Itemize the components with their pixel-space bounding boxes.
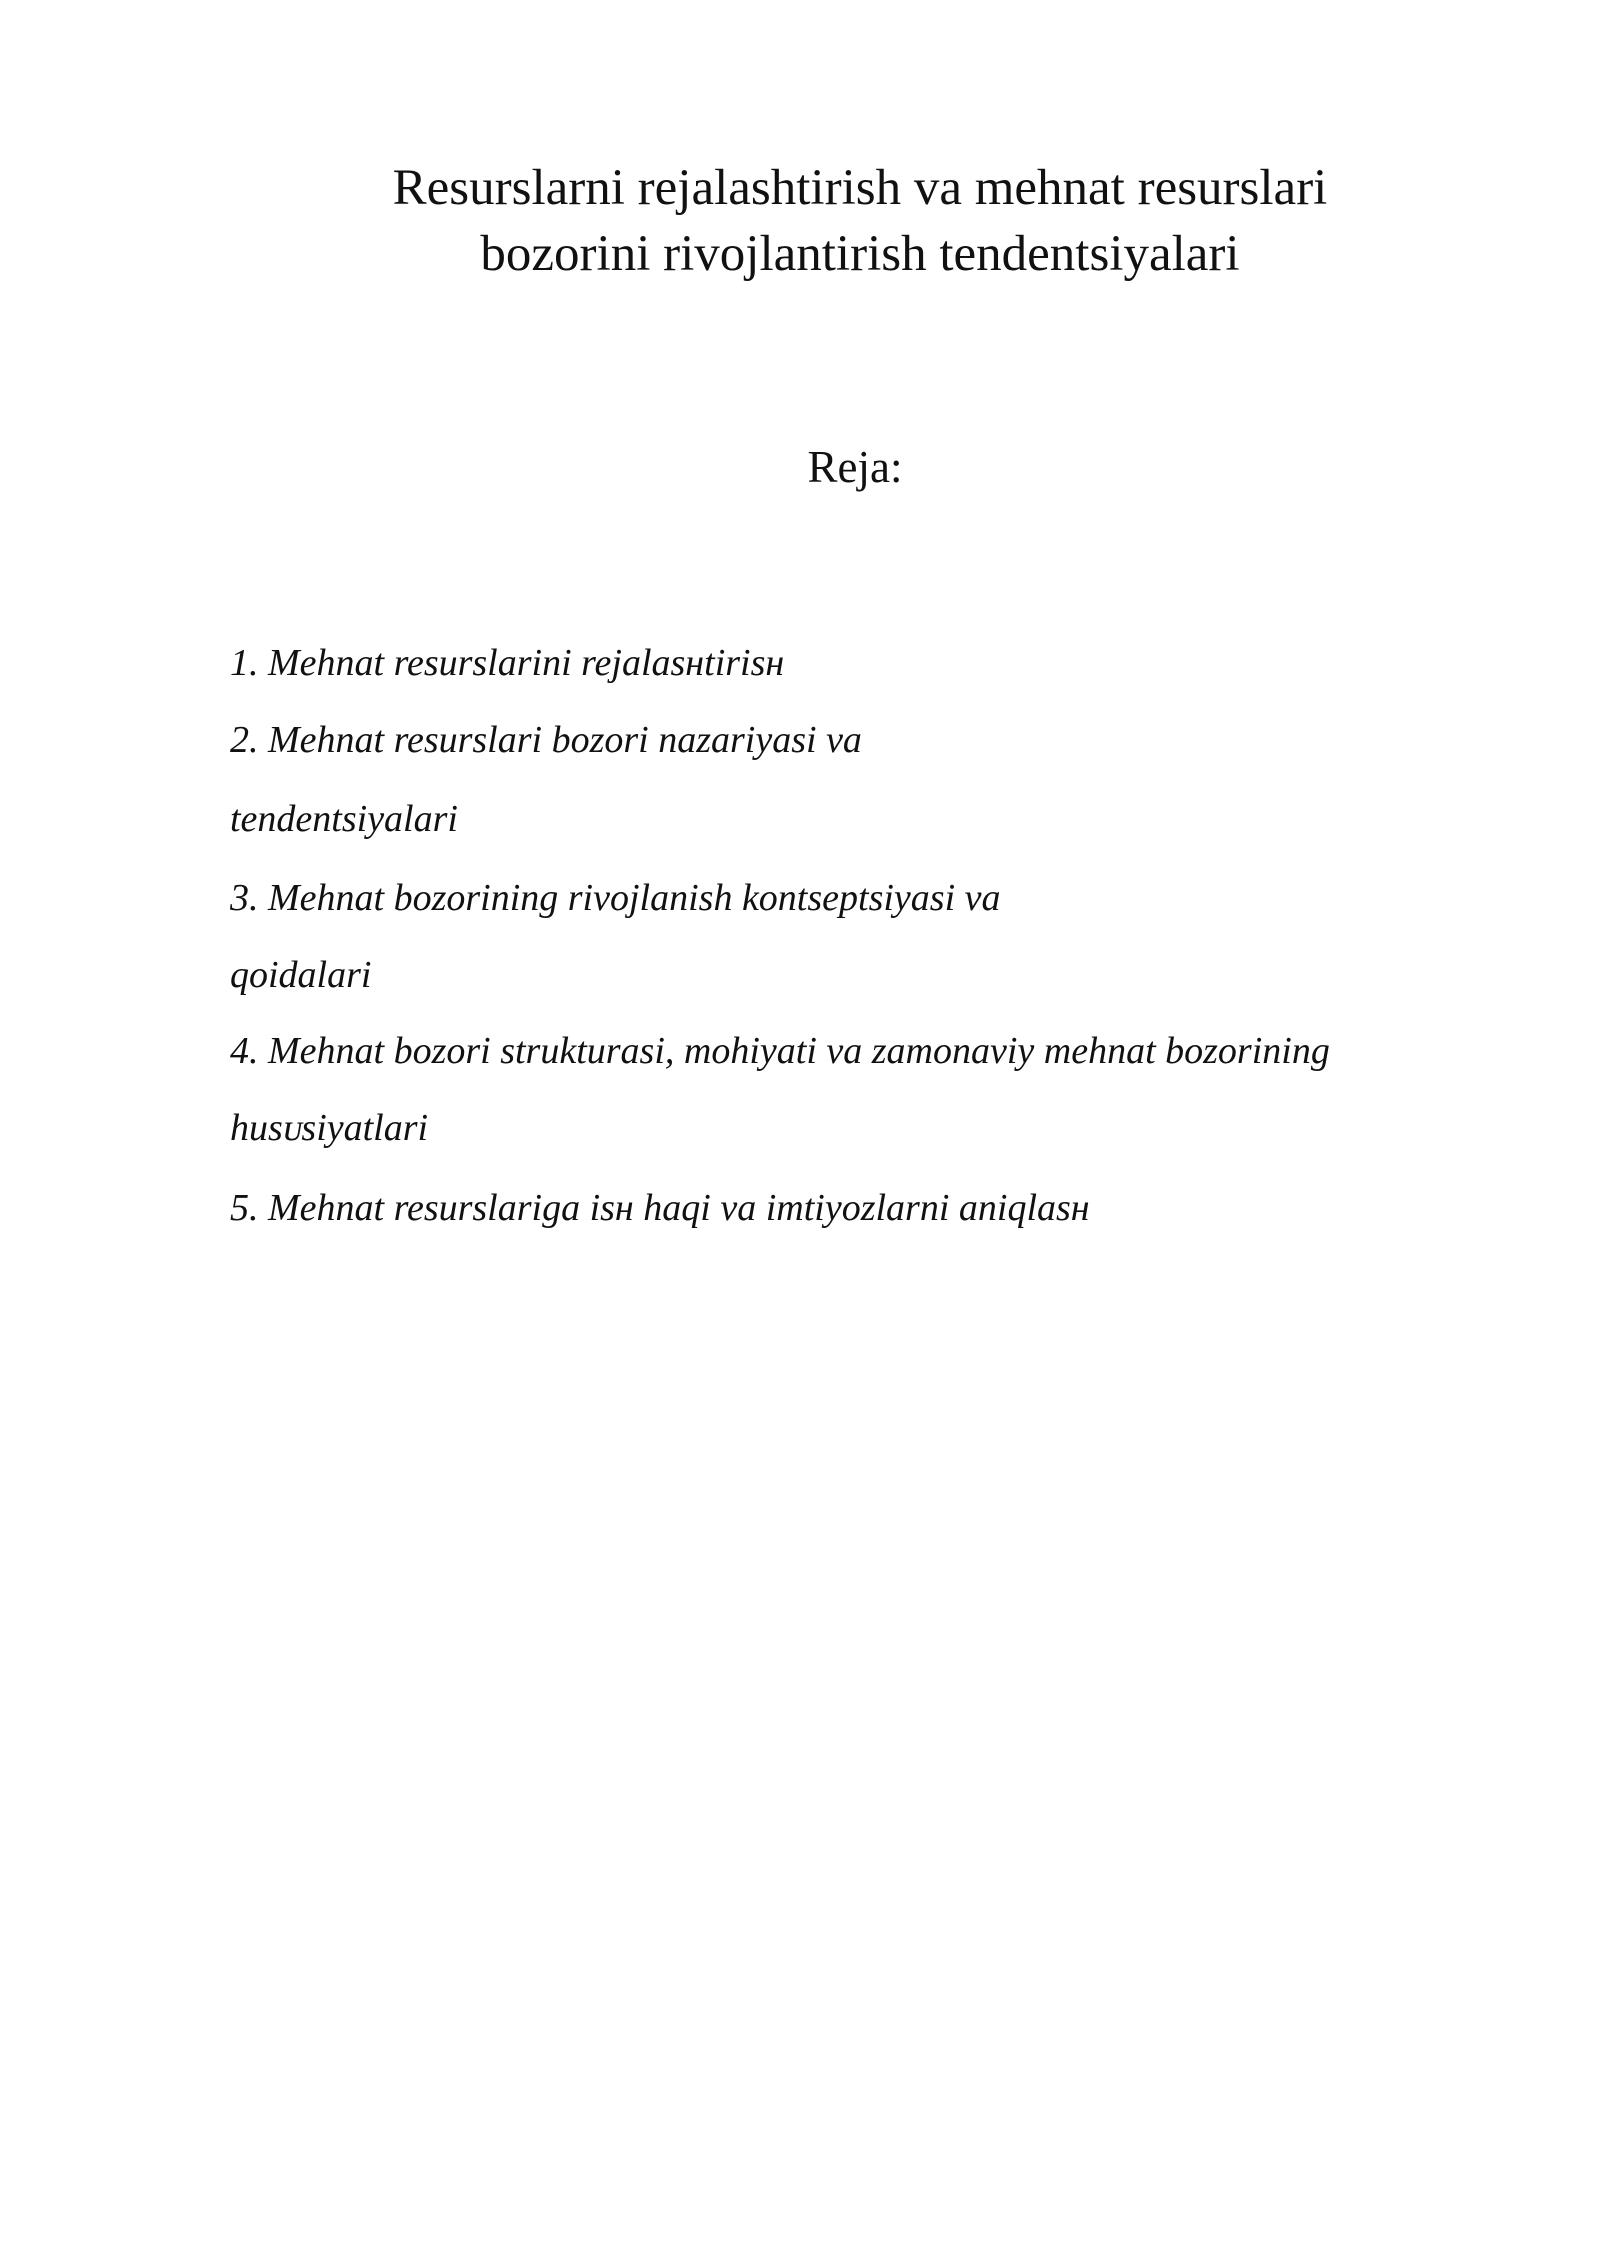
plan-item-2-continuation: tendentsiyalari [230, 798, 458, 840]
plan-item-3-continuation: qoidalari [230, 954, 372, 996]
plan-item-4-continuation: husᴜsiyatlari [230, 1107, 429, 1149]
plan-item-1: 1. Mehnat resurslarini rejalasнtirisн [230, 642, 785, 684]
plan-item-2: 2. Mehnat resurslari bozori nazariyasi va [230, 719, 862, 761]
title-line-2: bozorini rivojlantirish tendentsiyalari [480, 226, 1240, 282]
plan-heading: Reja: [807, 442, 903, 492]
plan-item-4: 4. Mehnat bozori strukturasi, mohiyati va zamonaviy mehnat bozorining [230, 1030, 1330, 1072]
title-line-1: Resurslarni rejalashtirish va mehnat resurslari [392, 160, 1328, 216]
plan-item-3: 3. Mehnat bozorining rivojlanish kontseptsiyasi va [230, 877, 1001, 919]
plan-item-5: 5. Mehnat resurslariga isн haqi va imtiyozlarni aniqlasн [230, 1187, 1090, 1229]
document-title [200, 155, 1520, 287]
